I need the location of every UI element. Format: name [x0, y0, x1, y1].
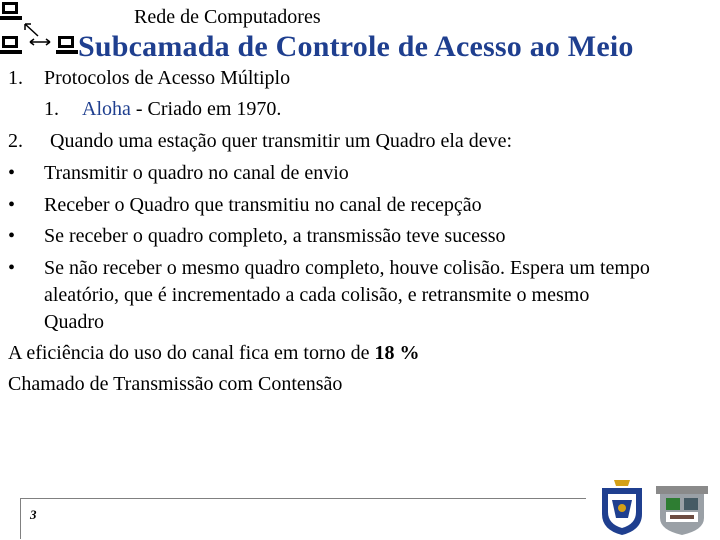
- bullet-item: [0, 226, 720, 248]
- bullet-continuation: aleatório, que é incrementado a cada colisão, e retransmite o mesmo: [44, 284, 590, 306]
- bullet-item: [0, 163, 720, 185]
- footer-frame: [20, 498, 586, 539]
- university-logo-icon: [598, 478, 646, 536]
- list-number: 1.: [8, 67, 23, 89]
- efficiency-text: A eficiência do uso do canal fica em torno de: [8, 342, 375, 364]
- list-item: [0, 131, 720, 153]
- list-item: [0, 68, 720, 90]
- coat-of-arms-icon: [654, 480, 710, 536]
- list-number: 2.: [8, 130, 23, 152]
- bullet-icon: •: [8, 225, 16, 247]
- bullet-text: Se receber o quadro completo, a transmissão teve sucesso: [44, 225, 506, 247]
- sub-list-number: 1.: [44, 98, 59, 120]
- bullet-continuation: Quadro: [44, 311, 104, 333]
- efficiency-line: [8, 343, 420, 363]
- aloha-description: - Criado em 1970.: [130, 98, 282, 120]
- bullet-item: [0, 195, 720, 217]
- bullet-item: [0, 258, 720, 280]
- network-computers-icon: [0, 0, 80, 60]
- sub-list-item: [0, 99, 720, 121]
- list-text: Protocolos de Acesso Múltiplo: [44, 67, 291, 89]
- header-title: Rede de Computadores: [134, 6, 321, 28]
- aloha-label: Aloha: [82, 98, 131, 120]
- page-number: 3: [30, 507, 37, 522]
- slide-title: Subcamada de Controle de Acesso ao Meio: [78, 30, 634, 63]
- closing-line: Chamado de Transmissão com Contensão: [8, 373, 343, 395]
- bullet-icon: •: [8, 257, 16, 279]
- list-text: Quando uma estação quer transmitir um Quadro ela deve:: [50, 130, 513, 152]
- bullet-icon: •: [8, 162, 16, 184]
- bullet-text: Se não receber o mesmo quadro completo, houve colisão. Espera um tempo: [44, 257, 650, 279]
- bullet-icon: •: [8, 194, 16, 216]
- bullet-text: Receber o Quadro que transmitiu no canal de recepção: [44, 194, 482, 216]
- bullet-text: Transmitir o quadro no canal de envio: [44, 162, 349, 184]
- efficiency-value: 18 %: [374, 342, 420, 364]
